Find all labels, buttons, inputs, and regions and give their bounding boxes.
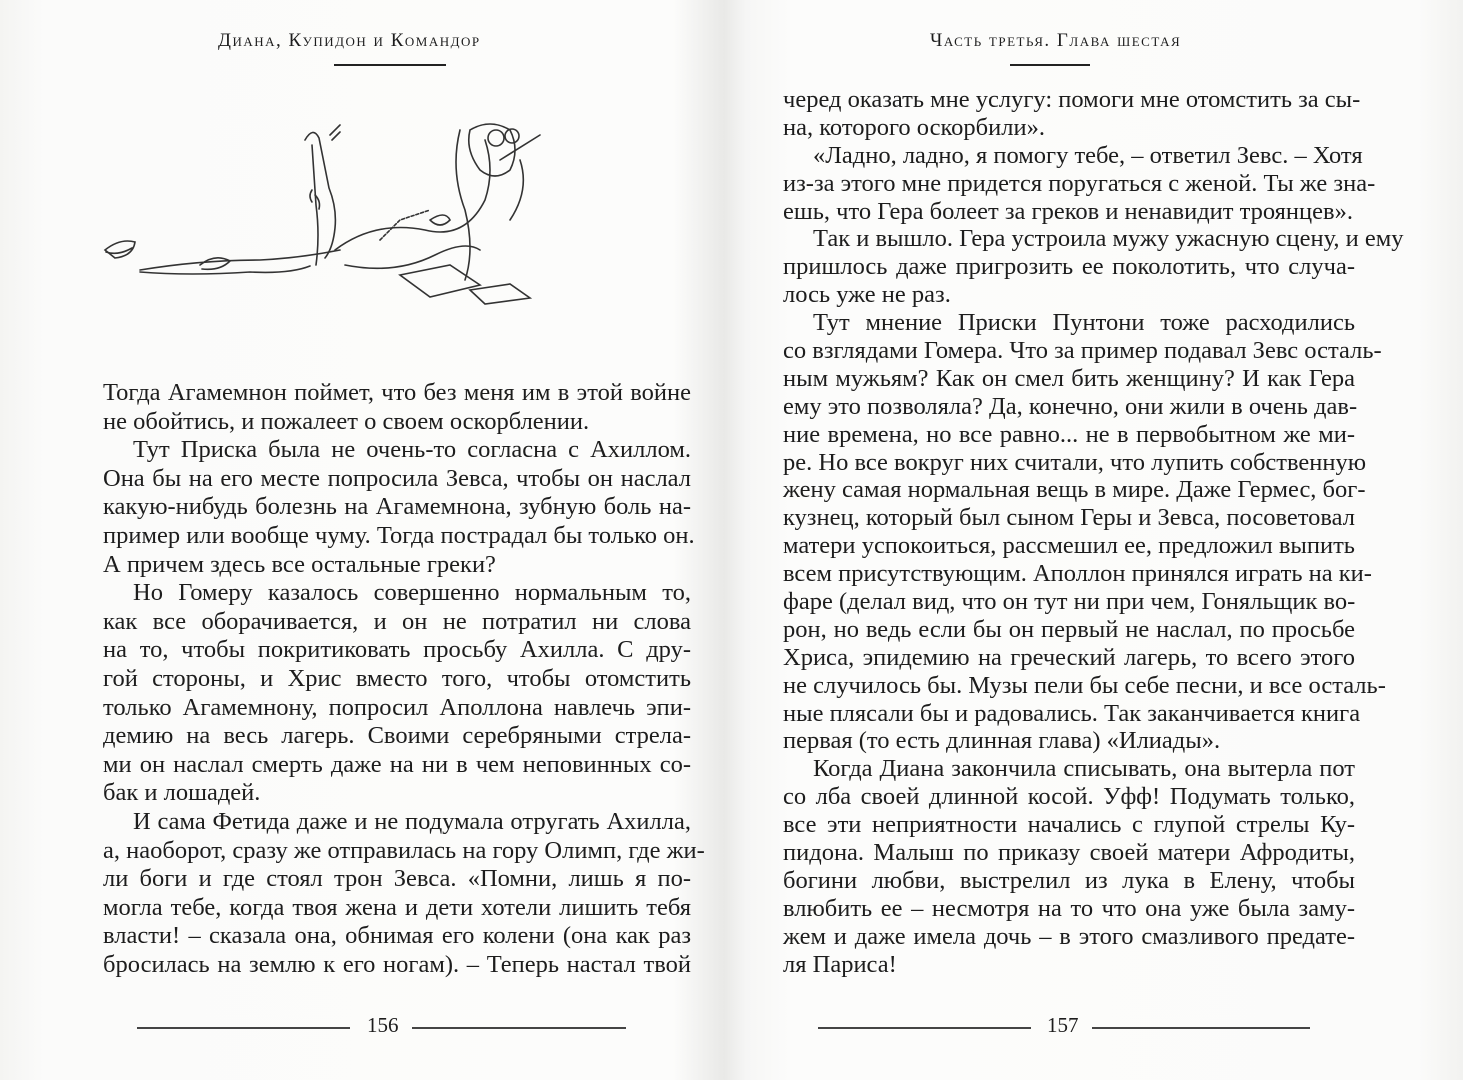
page-number-left: 156 [367,1013,399,1037]
text-line: а, наоборот, сразу же отправилась на гору Олимп, где жи- [103,836,705,864]
text-line: Так и вышло. Гера устроила мужу ужасную сцену, и ему [813,225,1404,253]
text-line: бак и лошадей. [103,779,261,807]
text-line: рон, но ведь если бы он первый не наслал, по просьбе [783,615,1355,643]
running-head-right: Часть третья. Глава шестая [930,30,1182,51]
text-line: ре. Но все вокруг них считали, что лупить собственную [783,448,1367,476]
text-line: ми он наслал смерть даже на ни в чем неповинных со- [103,750,691,778]
text-line: И сама Фетида даже и не подумала отругать Ахилла, [133,807,691,835]
text-line: «Ладно, ладно, я помогу тебе, – ответил Зевс. – Хотя [813,141,1363,169]
text-line: матери успокоиться, рассмешил ее, предложил выпить [783,532,1355,560]
text-line: черед оказать мне услугу: помоги мне отомстить за сы- [783,86,1361,113]
text-line: все эти неприятности начались с глупой стрелы Ку- [783,811,1355,839]
running-head-rule [334,64,446,66]
text-line: А причем здесь все остальные греки? [103,550,496,578]
text-line: могла тебе, когда твоя жена и дети хотели лишить тебя [103,893,691,921]
text-line: жем и даже имела дочь – в этого смазливого предате- [783,922,1355,950]
text-line: какую-нибудь болезнь на Агамемнона, зубную боль на- [103,493,691,521]
text-line: Тут мнение Приски Пунтони тоже расходились [813,309,1355,337]
girl-lying-illustration [100,100,600,350]
text-line: кузнец, который был сыном Геры и Зевса, посоветовал [783,504,1355,532]
text-line: гой стороны, и Хрис вместо того, чтобы отомстить [103,664,691,692]
text-line: всем присутствующим. Аполлон принялся играть на ки- [783,560,1372,588]
folio-rule [412,1027,626,1029]
text-line: ние времена, но все равно... не в первобытном же ми- [783,420,1355,448]
text-line: влюбить ее – несмотря на то что она уже была заму- [783,894,1355,922]
left-page-body [103,379,705,979]
text-line: ные плясали бы и радовались. Так заканчивается книга [783,699,1361,727]
text-line: со взглядами Гомера. Что за пример подавал Зевс осталь- [783,337,1382,365]
text-line: не случилось бы. Музы пели бы себе песни, и все осталь- [783,671,1386,699]
page-number-right: 157 [1047,1013,1079,1037]
folio-rule [818,1027,1031,1029]
text-line: на то, чтобы покритиковать просьбу Ахилла. С дру- [103,636,691,664]
text-line: пидона. Малыш по приказу своей матери Афродиты, [783,839,1355,867]
text-line: со лба своей длинной косой. Уфф! Подумать только, [783,783,1355,811]
text-line: из-за этого мне придется поругаться с женой. Ты же зна- [783,169,1376,197]
text-line: ли боги и где стоял трон Зевса. «Помни, лишь я по- [103,865,691,893]
text-line: бросилась на землю к его ногам). – Теперь настал твой [103,950,691,978]
text-line: как все оборачивается, и он не потратил ни слова [103,607,691,635]
running-head-left: Диана, Купидон и Командор [218,30,481,51]
text-line: Когда Диана закончила списывать, она вытерла пот [813,755,1355,783]
text-line: ным мужьям? Как он смел бить женщину? И как Гера [783,364,1355,392]
text-line: Хриса, эпидемию на греческий лагерь, то всего этого [783,643,1355,671]
right-page-body [783,86,1404,979]
text-line: ешь, что Гера болеет за греков и ненавидит троянцев». [783,197,1353,225]
text-line: пришлось даже пригрозить ее поколотить, что случа- [783,253,1355,281]
text-line: Тут Приска была не очень-то согласна с Ахиллом. [133,436,691,464]
text-line: не обойтись, и пожалеет о своем оскорблении. [103,407,590,435]
text-line: пример или вообще чуму. Тогда пострадал бы только он. [103,521,695,549]
text-line: ему это позволяла? Да, конечно, они жили в очень дав- [783,392,1358,420]
text-line: ля Париса! [783,950,897,978]
text-line: жену самая нормальная вещь в мире. Даже Гермес, бог- [783,476,1366,504]
text-line: Тогда Агамемнон поймет, что без меня им в этой войне [103,379,691,406]
text-line: только Агамемнону, попросил Аполлона навлечь эпи- [103,693,691,721]
text-line: Она бы на его месте попросила Зевса, чтобы он наслал [103,464,691,492]
text-line: демию на весь лагерь. Своими серебряными стрела- [103,722,691,750]
folio-rule [137,1027,350,1029]
text-line: фаре (делал вид, что он тут ни при чем, Гоняльщик во- [783,588,1356,616]
text-line: первая (то есть длинная глава) «Илиады». [783,727,1221,755]
text-line: власти! – сказала она, обнимая его колени (она как раз [103,922,691,950]
text-line: на, которого оскорбили». [783,113,1045,141]
text-line: Но Гомеру казалось совершенно нормальным то, [133,579,691,607]
text-line: лось уже не раз. [783,281,951,309]
folio-rule [1092,1027,1310,1029]
running-head-rule [1010,64,1090,66]
text-line: богини любви, выстрелил из лука в Елену, чтобы [783,866,1355,894]
